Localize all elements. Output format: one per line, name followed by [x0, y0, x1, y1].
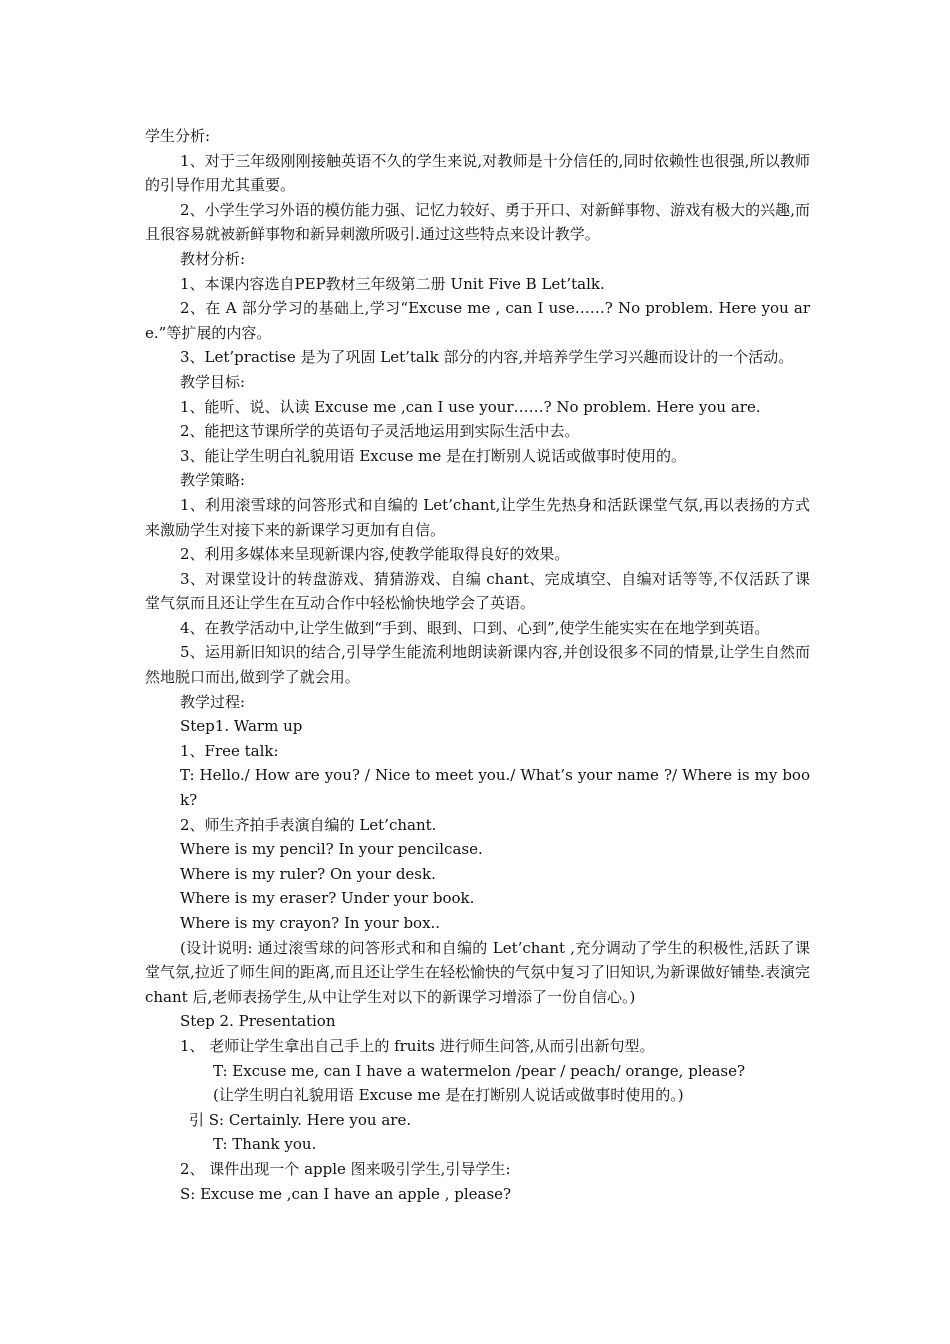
list-item: 2、师生齐拍手表演自编的 Let’chant.	[180, 815, 437, 834]
list-item: 1、Free talk:	[180, 741, 279, 760]
paragraph: 2、在 A 部分学习的基础上,学习“Excuse me , can I use……? No problem. Here you are.”等扩展的内容。	[145, 299, 810, 342]
paragraph: 1、对于三年级刚刚接触英语不久的学生来说,对教师是十分信任的,同时依赖性也很强,所以教师的引导作用尤其重要。	[145, 151, 810, 195]
paragraph: 3、对课堂设计的转盘游戏、猜猜游戏、自编 chant、完成填空、自编对话等等,不仅活跃了课堂气氛而且还让学生在互动合作中轻松愉快地学会了英语。	[145, 569, 810, 613]
paragraph: 4、在教学活动中,让学生做到“手到、眼到、口到、心到”,使学生能实实在在地学到英语。	[180, 618, 770, 637]
paragraph: 3、能让学生明白礼貌用语 Excuse me 是在打断别人说话或做事时使用的。	[180, 446, 686, 465]
heading-process: 教学过程:	[180, 692, 246, 711]
heading-student-analysis: 学生分析:	[145, 127, 211, 145]
paragraph: 2、能把这节课所学的英语句子灵活地运用到实际生活中去。	[180, 422, 580, 441]
dialogue-line: S: Excuse me ,can I have an apple , please?	[180, 1184, 512, 1203]
chant-line: Where is my pencil? In your pencilcase.	[180, 840, 483, 859]
list-item: 2、 课件出现一个 apple 图来吸引学生,引导学生:	[180, 1159, 511, 1178]
paragraph: 5、运用新旧知识的结合,引导学生能流利地朗读新课内容,并创设很多不同的情景,让学生自然而然地脱口而出,做到学了就会用。	[145, 643, 810, 687]
step-heading: Step 2. Presentation	[180, 1012, 336, 1031]
heading-material-analysis: 教材分析:	[180, 249, 246, 268]
heading-strategy: 教学策略:	[180, 471, 246, 490]
paragraph: 1、能听、说、认读 Excuse me ,can I use your……? No problem. Here you are.	[180, 397, 761, 416]
dialogue-line: T: Excuse me, can I have a watermelon /pear / peach/ orange, please?	[213, 1061, 746, 1080]
design-note: (设计说明: 通过滚雪球的问答形式和和自编的 Let’chant ,充分调动了学生的积极性,活跃了课堂气氛,拉近了师生间的距离,而且还让学生在轻松愉快的气氛中复习了旧知识,为新课做好铺垫.表演完 chant 后,老师表扬学生,从中让学生对以下的新课学习增添了一份自信心。)	[145, 938, 810, 1006]
chant-line: Where is my crayon? In your box..	[180, 914, 441, 932]
dialogue-line: 引 S: Certainly. Here you are.	[189, 1110, 412, 1129]
step-heading: Step1. Warm up	[180, 717, 303, 736]
chant-line: Where is my eraser? Under your book.	[180, 889, 475, 908]
paragraph: 2、利用多媒体来呈现新课内容,使教学能取得良好的效果。	[180, 545, 570, 564]
document-body	[145, 124, 810, 1206]
chant-line: Where is my ruler? On your desk.	[180, 864, 436, 883]
paragraph: 3、Let’practise 是为了巩固 Let’talk 部分的内容,并培养学生学习兴趣而设计的一个活动。	[180, 348, 794, 367]
list-item: 1、 老师让学生拿出自己手上的 fruits 进行师生问答,从而引出新句型。	[180, 1036, 655, 1055]
paragraph: 1、本课内容选自PEP教材三年级第二册 Unit Five B Let’talk.	[180, 274, 605, 293]
dialogue-line: T: Hello./ How are you? / Nice to meet you./ What’s your name ?/ Where is my book?	[180, 766, 810, 810]
dialogue-line: T: Thank you.	[213, 1135, 317, 1154]
paragraph: 1、利用滚雪球的问答形式和自编的 Let’chant,让学生先热身和活跃课堂气氛,再以表扬的方式来激励学生对接下来的新课学习更加有自信。	[145, 495, 810, 539]
note-line: (让学生明白礼貌用语 Excuse me 是在打断别人说话或做事时使用的。)	[213, 1086, 684, 1105]
paragraph: 2、小学生学习外语的模仿能力强、记忆力较好、勇于开口、对新鲜事物、游戏有极大的兴趣,而且很容易就被新鲜事物和新异刺激所吸引.通过这些特点来设计教学。	[145, 200, 810, 244]
heading-objectives: 教学目标:	[180, 372, 246, 391]
